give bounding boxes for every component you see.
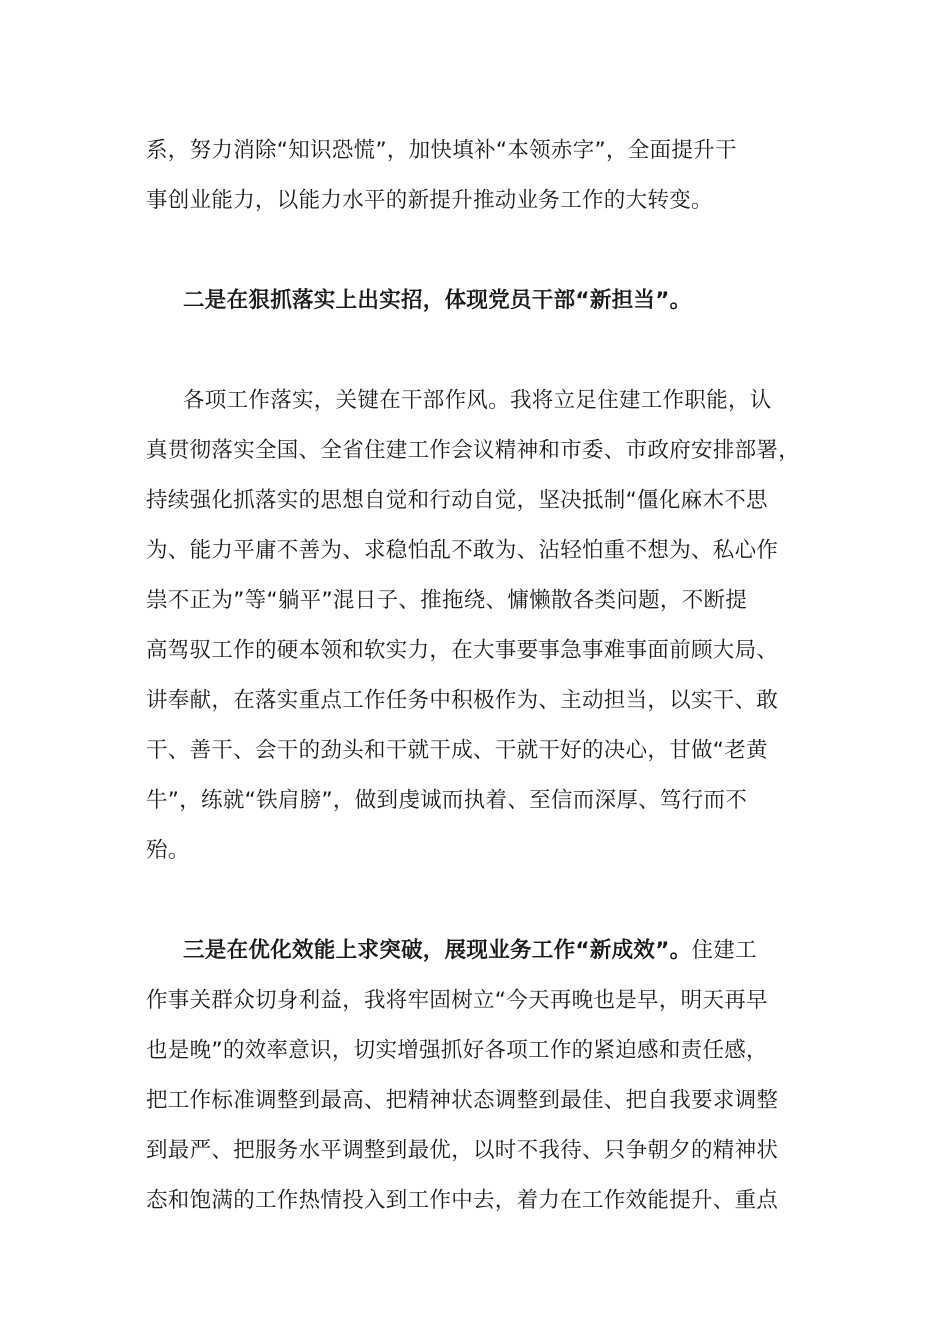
paragraph-line: 殆。 — [146, 838, 190, 863]
section-heading-three: 三是在优化效能上求突破，展现业务工作“新成效”。 — [183, 938, 692, 963]
paragraph-line: 持续强化抓落实的思想自觉和行动自觉，坚决抵制“僵化麻木不思 — [146, 488, 768, 513]
paragraph-line: 把工作标准调整到最高、把精神状态调整到最佳、把自我要求调整 — [146, 1088, 779, 1113]
paragraph-line: 事创业能力，以能力水平的新提升推动业务工作的大转变。 — [146, 188, 713, 213]
paragraph-inline-text: 住建工 — [691, 938, 757, 963]
paragraph-line: 作事关群众切身利益，我将牢固树立“今天再晚也是早，明天再早 — [146, 988, 768, 1013]
paragraph-line: 祟不正为”等“躺平”混日子、推拖绕、慵懒散各类问题，不断提 — [146, 588, 748, 613]
paragraph-line: 讲奉献，在落实重点工作任务中积极作为、主动担当，以实干、敢 — [146, 688, 779, 713]
section-three-first-line — [183, 936, 853, 966]
paragraph-line: 牛”，练就“铁肩膀”，做到虔诚而执着、至信而深厚、笃行而不 — [146, 788, 748, 813]
paragraph-line: 到最严、把服务水平调整到最优，以时不我待、只争朝夕的精神状 — [146, 1138, 779, 1163]
paragraph-line: 各项工作落实，关键在干部作风。我将立足住建工作职能，认 — [183, 388, 772, 413]
paragraph-line: 干、善干、会干的劲头和干就干成、干就干好的决心，甘做“老黄 — [146, 738, 768, 763]
section-heading-two: 二是在狠抓落实上出实招，体现党员干部“新担当”。 — [183, 288, 692, 313]
paragraph-line: 也是晚”的效率意识，切实增强抓好各项工作的紧迫感和责任感， — [146, 1038, 768, 1063]
paragraph-line: 高驾驭工作的硬本领和软实力，在大事要事急事难事面前顾大局、 — [146, 638, 779, 663]
paragraph-line: 为、能力平庸不善为、求稳怕乱不敢为、沾轻怕重不想为、私心作 — [146, 538, 779, 563]
paragraph-line: 系，努力消除“知识恐慌”，加快填补“本领赤字”，全面提升干 — [146, 138, 737, 163]
paragraph-line: 真贯彻落实全国、全省住建工作会议精神和市委、市政府安排部署， — [146, 438, 801, 463]
paragraph-line: 态和饱满的工作热情投入到工作中去，着力在工作效能提升、重点 — [146, 1188, 779, 1213]
